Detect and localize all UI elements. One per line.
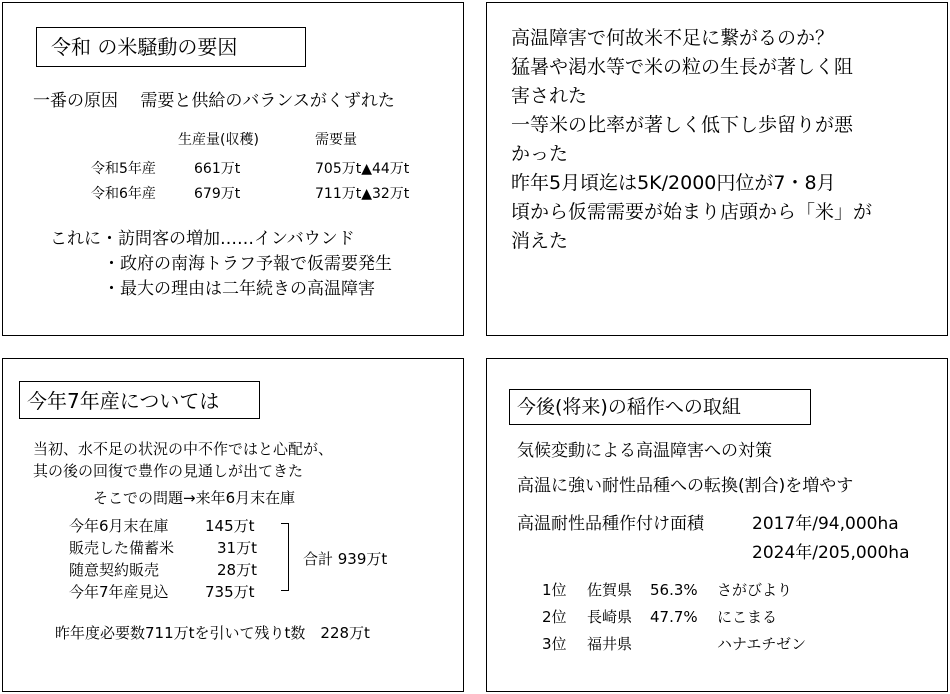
stock-item-value: 28万t bbox=[217, 561, 257, 579]
text-line: 一等米の比率が著しく低下し歩留りが悪 bbox=[511, 114, 854, 136]
rank-prefecture: 佐賀県 bbox=[587, 581, 633, 599]
intro-line: 当初、水不足の状況の中不作ではと心配が、 bbox=[33, 440, 334, 458]
extra-cause-nankai: ・政府の南海トラフ予報で仮需要発生 bbox=[103, 254, 392, 274]
rank-number: 1位 bbox=[542, 581, 567, 599]
col-header-demand: 需要量 bbox=[315, 132, 357, 148]
stock-item-label: 販売した備蓄米 bbox=[69, 539, 175, 557]
slide-title: 今年7年産については bbox=[27, 389, 220, 413]
total-bracket bbox=[281, 523, 289, 591]
rank-number: 2位 bbox=[542, 608, 567, 626]
rank-percent: 47.7% bbox=[650, 608, 698, 626]
remain-text: 昨年度必要数711万tを引いて残りt数 228万t bbox=[55, 624, 370, 642]
stock-item-label: 今年6月末在庫 bbox=[69, 517, 169, 535]
text-line: 消えた bbox=[511, 230, 569, 252]
stock-item-value: 31万t bbox=[217, 539, 257, 557]
area-2017: 2017年/94,000ha bbox=[752, 514, 899, 534]
area-label: 高温耐性品種作付け面積 bbox=[517, 514, 704, 534]
text-line: かった bbox=[511, 143, 569, 165]
slide-heat-damage bbox=[486, 2, 948, 336]
intro-line: 其の後の回復で豊作の見通しが出てきた bbox=[33, 462, 304, 480]
rank-variety: にこまる bbox=[717, 608, 778, 626]
slide-2025-harvest bbox=[2, 358, 464, 692]
rank-prefecture: 福井県 bbox=[587, 635, 633, 653]
rank-percent: 56.3% bbox=[650, 581, 698, 599]
stock-item-label: 随意契約販売 bbox=[69, 561, 160, 579]
stock-item-label: 今年7年産見込 bbox=[69, 583, 169, 601]
rank-variety: さがびより bbox=[717, 581, 793, 599]
text-line: 高温障害で何故米不足に繋がるのか？ bbox=[511, 27, 835, 49]
row-year: 令和5年産 bbox=[91, 161, 156, 177]
rank-number: 3位 bbox=[542, 635, 567, 653]
issue-line: そこでの問題→来年6月末在庫 bbox=[93, 489, 296, 507]
measure-line: 高温に強い耐性品種への転換(割合)を増やす bbox=[517, 476, 854, 496]
stock-item-value: 145万t bbox=[205, 517, 255, 535]
slide-title: 令和 の米騒動の要因 bbox=[51, 35, 238, 59]
row-production: 661万t bbox=[194, 161, 241, 177]
text-line: 猛暑や渇水等で米の粒の生長が著しく阻 bbox=[511, 56, 854, 78]
extra-cause-heat: ・最大の理由は二年続きの高温障害 bbox=[103, 279, 375, 299]
text-line: 頃から仮需需要が始まり店頭から「米」が bbox=[511, 201, 873, 223]
row-demand: 711万t▲32万t bbox=[315, 186, 410, 202]
main-cause-text: 一番の原因 需要と供給のバランスがくずれた bbox=[33, 91, 395, 111]
row-demand: 705万t▲44万t bbox=[315, 161, 410, 177]
row-production: 679万t bbox=[194, 186, 241, 202]
text-line: 害された bbox=[511, 85, 588, 107]
stock-item-value: 735万t bbox=[205, 583, 255, 601]
area-2024: 2024年/205,000ha bbox=[752, 543, 910, 563]
rank-prefecture: 長崎県 bbox=[587, 608, 633, 626]
measure-line: 気候変動による高温障害への対策 bbox=[517, 441, 772, 461]
total-text: 合計 939万t bbox=[303, 550, 388, 568]
col-header-production: 生産量(収穫) bbox=[178, 132, 259, 148]
extra-cause-inbound: これに・訪問客の増加……インバウンド bbox=[50, 229, 355, 249]
slide-rice-riot-causes bbox=[2, 2, 464, 336]
slide-title: 今後(将来)の稲作への取組 bbox=[517, 396, 741, 418]
slide-future-rice bbox=[486, 358, 948, 692]
row-year: 令和6年産 bbox=[91, 186, 156, 202]
rank-variety: ハナエチゼン bbox=[717, 635, 807, 653]
text-line: 昨年5月頃迄は5K/2000円位が7・8月 bbox=[511, 172, 836, 194]
